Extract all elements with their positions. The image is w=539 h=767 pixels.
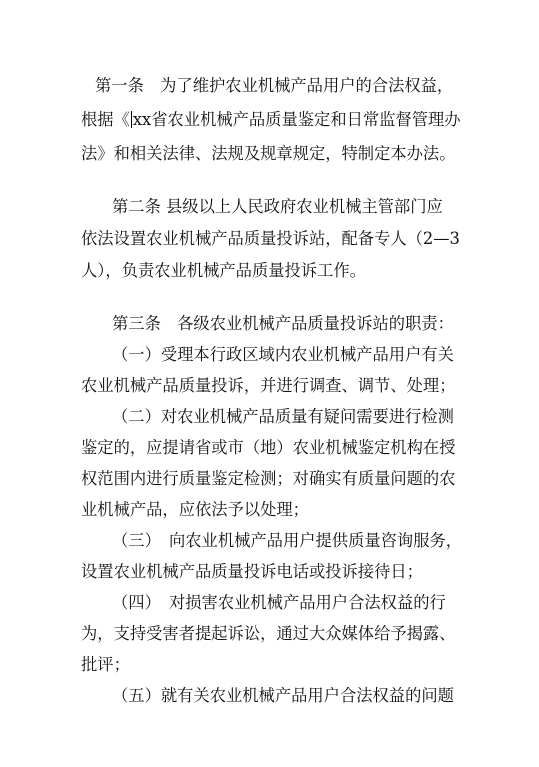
text-line: 设置农业机械产品质量投诉电话或投诉接待日； [81,562,423,581]
text-line: 依法设置农业机械产品质量投诉站，配备专人（2—3 [81,229,460,248]
text-segment-before-caret: 根据《 [81,110,130,129]
text-line: （五）就有关农业机械产品用户合法权益的问题 [112,686,454,705]
text-line-with-caret [81,110,461,130]
text-line: （四） 对损害农业机械产品用户合法权益的行 [112,593,446,612]
text-line: 权范围内进行质量鉴定检测；对确实有质量问题的农 [81,469,456,488]
text-segment [81,110,461,129]
text-line: 第三条 各级农业机械产品质量投诉站的职责： [112,314,454,333]
text-line: 为，支持受害者提起诉讼，通过大众媒体给予揭露、 [81,624,456,643]
text-line: （二）对农业机械产品质量有疑问需要进行检测 [112,407,454,426]
text-line: 第二条 县级以上人民政府农业机械主管部门应 [112,197,443,216]
text-line: 批评； [81,655,130,674]
text-cursor [131,111,132,128]
text-line: 人），负责农业机械产品质量投诉工作。 [81,261,366,280]
text-segment-after-caret: xx省农业机械产品质量鉴定和日常监督管理办 [132,110,461,129]
text-line: 第一条 为了维护农业机械产品用户的合法权益， [95,76,454,95]
text-line: 业机械产品，应依法予以处理； [81,500,309,519]
text-line: （三） 向农业机械产品用户提供质量咨询服务， [112,531,463,550]
text-line: 农业机械产品质量投诉，并进行调查、调节、处理； [81,376,456,395]
text-line: 法》和相关法律、法规及规章规定，特制定本办法。 [81,144,456,163]
text-line: （一）受理本行政区域内农业机械产品用户有关 [112,345,454,364]
text-line: 鉴定的，应提请省或市（地）农业机械鉴定机构在授 [81,438,456,457]
